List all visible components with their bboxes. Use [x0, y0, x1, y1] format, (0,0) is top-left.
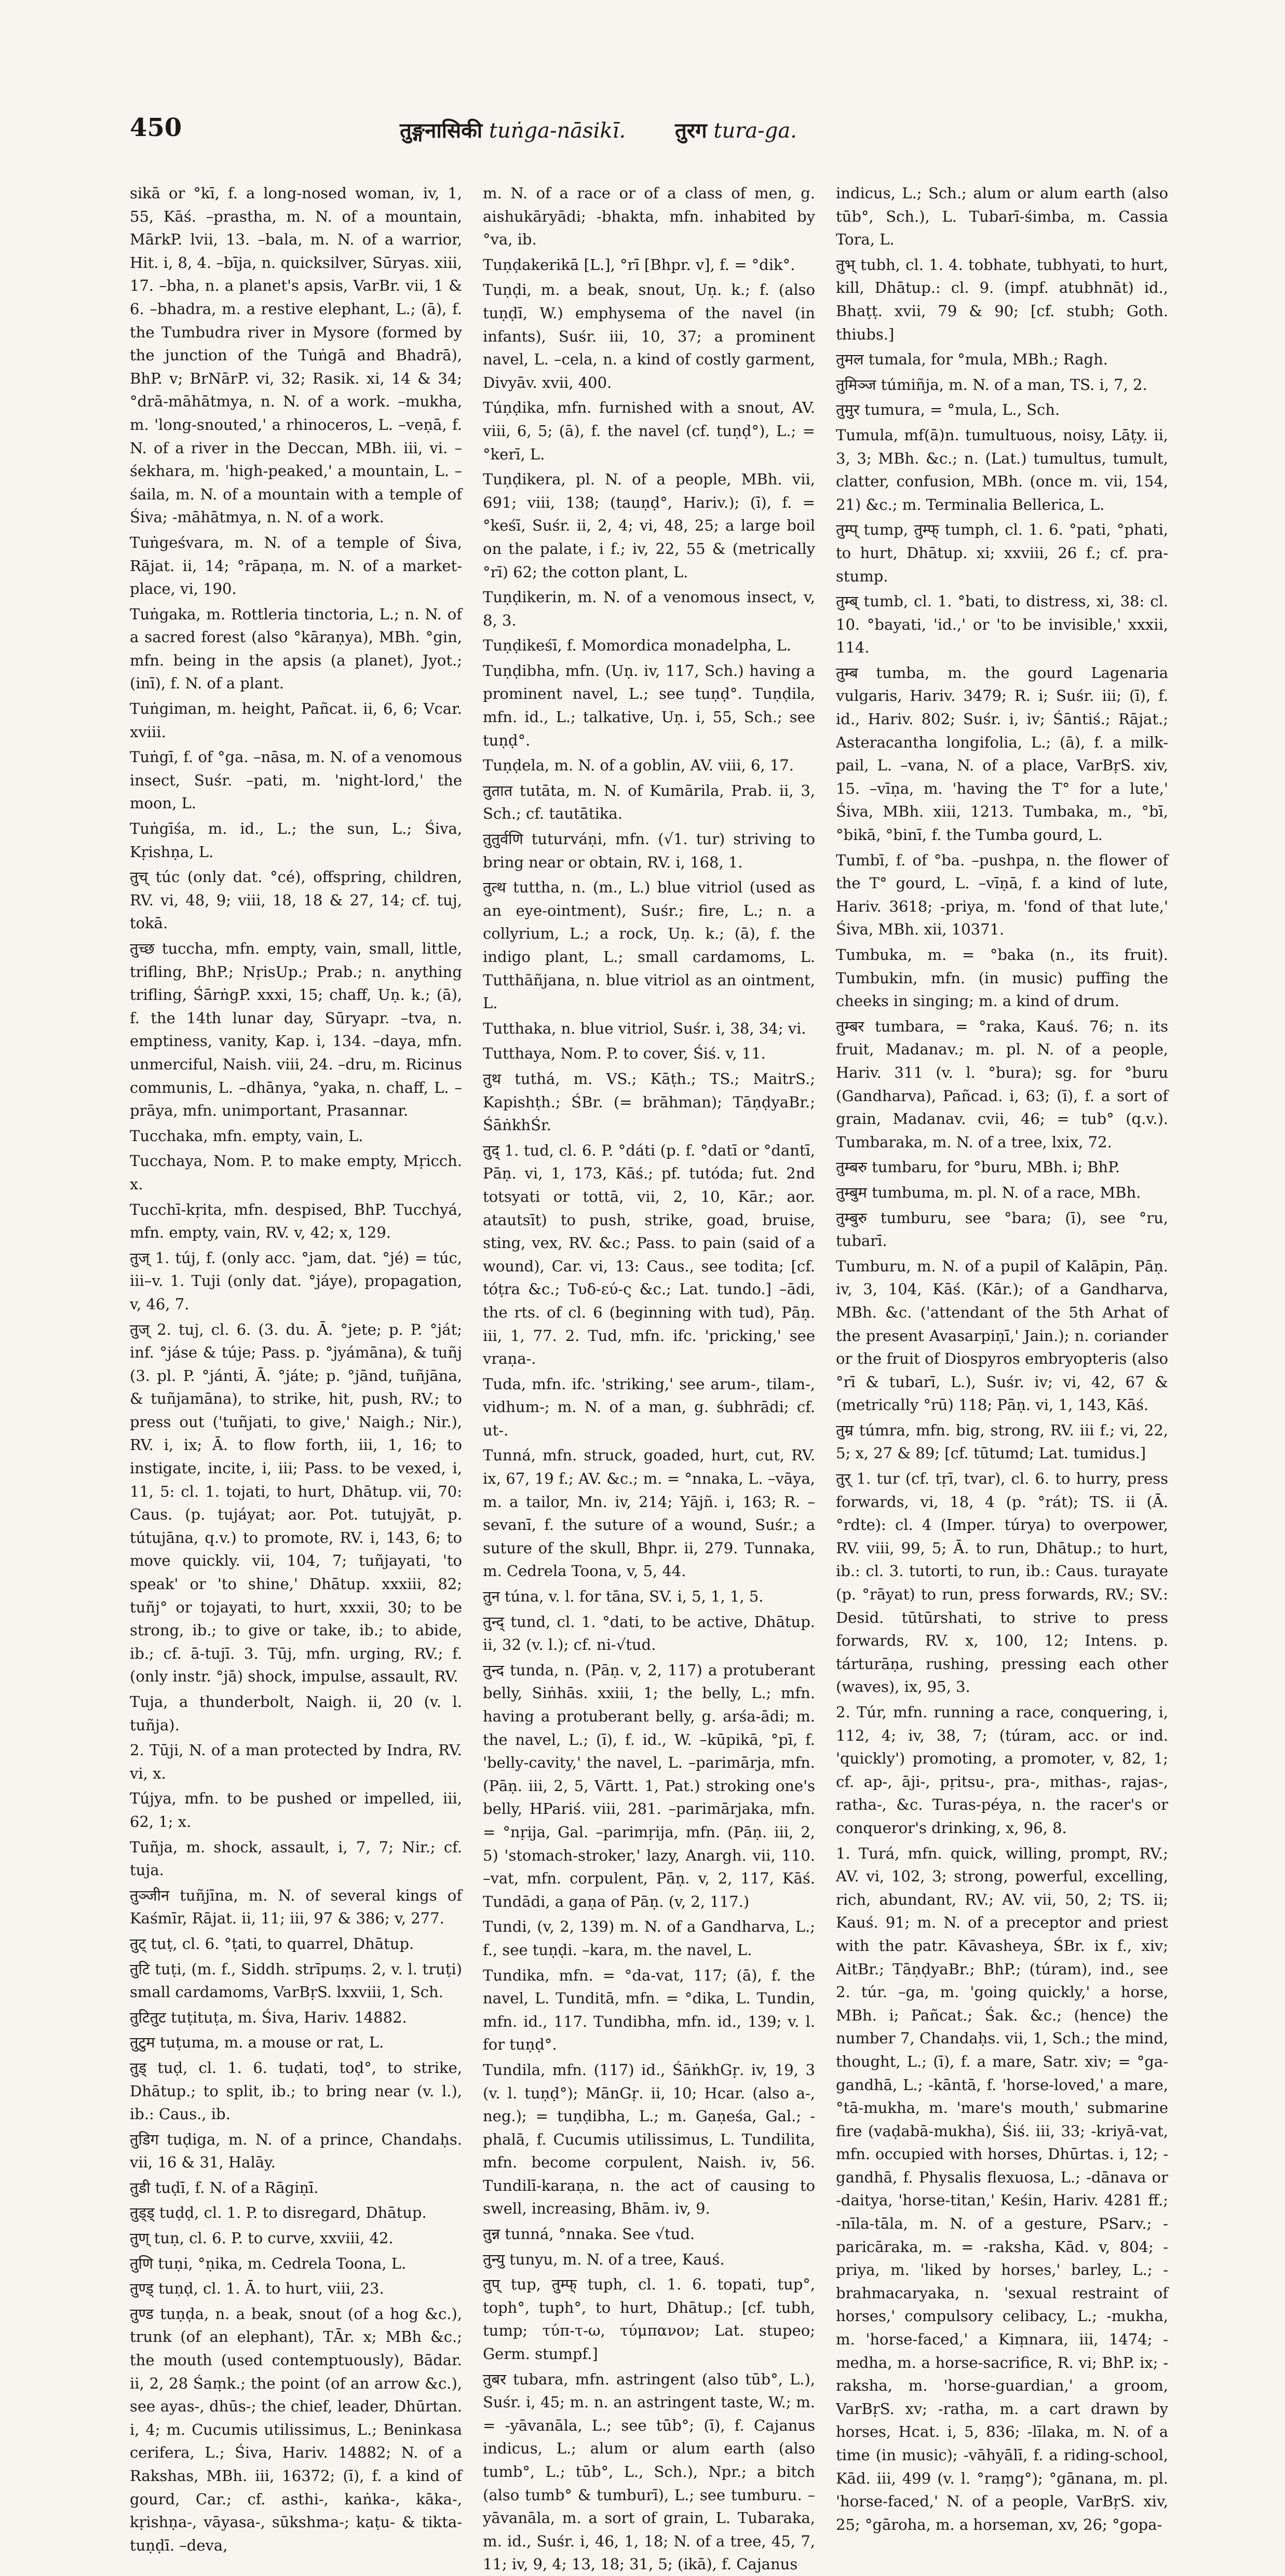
dictionary-entry: Tundila, mfn. (117) id., ŚāṅkhGṛ. iv, 19, 3 (v. l. tuṇḍ°); MānGṛ. ii, 10; Hcar. (also a-, neg.); = tuṇḍibha, L.; m. Gaṇeśa, Gal.; -phalā, f. Cucumis utilissimus, L. Tundilita, mfn. become corpulent, Naish. iv, 56. Tundilī-karaṇa, n. the act of causing to swell, increasing, Bhām. iv, 9. — [483, 2060, 815, 2218]
running-head-left — [400, 115, 626, 144]
dictionary-entry: तुट् tuṭ, cl. 6. °ṭati, to quarrel, Dhātup. — [130, 1934, 414, 1953]
dictionary-entry: Tuṅgiman, m. height, Pañcat. ii, 6, 6; Vcar. xviii. — [130, 700, 462, 741]
dictionary-entry: तुम्बरु tumbaru, for °buru, MBh. i; BhP. — [836, 1158, 1120, 1176]
dictionary-entry: तुद् 1. tud, cl. 6. P. °dáti (p. f. °datī or °dantī, Pāṇ. vi, 1, 173, Kāś.; pf. tutóda; fut. 2nd totsyati or tottā, vii, 2, 10, Kār.; aor. atautsīt) to push, strike, goad, bruise, sting, vex, RV. &c.; Pass. to pain (said of a wound), Car. vi, 13: Caus., see todita; [cf. tóṭra &c.; Τυδ-εύ-ς &c.; Lat. tundo.] –ādi, the rts. of cl. 6 (beginning with tud), Pāṇ. iii, 1, 77. 2. Tud, mfn. ifc. 'pricking,' see vraṇa-. — [483, 1141, 815, 1368]
dictionary-entry: तुड्ड् tuḍḍ, cl. 1. P. to disregard, Dhātup. — [130, 2204, 427, 2222]
dictionary-entry: Tucchaya, Nom. P. to make empty, Mṛicch. x. — [130, 1152, 462, 1193]
dictionary-entry: तुमल tumala, for °mula, MBh.; Ragh. — [836, 350, 1108, 369]
running-head-right-roman: tura-ga. — [713, 119, 797, 143]
dictionary-entry: तुण्ड tuṇḍa, n. a beak, snout (of a hog &c.), trunk (of an elephant), TĀr. x; MBh &c.; the mouth (used contemptuously), Bādar. ii, 2, 28 Śaṃk.; the point (of an arrow &c.), see ayas-, dhūs-; the chief, leader, Dhūrtan. i, 4; m. Cucumis utilissimus, L.; Beninkasa cerifera, L.; Śiva, Hariv. 14882; N. of a Rakshas, MBh. iii, 16372; (ī), f. a kind of gourd, Car.; cf. asthi-, kaṅka-, kāka-, kṛishṇa-, vāyasa-, sūkshma-; kaṭu- & tikta-tuṇḍī. –deva, — [130, 2304, 462, 2554]
running-head-right-devanagari: तुरग — [675, 118, 707, 143]
dictionary-entry: तुन्द् tund, cl. 1. °dati, to be active, Dhātup. ii, 32 (v. l.); cf. ni-√tud. — [483, 1612, 815, 1654]
dictionary-entry: Tuṇḍakerikā [L.], °rī [Bhpr. v], f. = °dik°. — [483, 255, 795, 274]
page-number: 450 — [130, 113, 182, 142]
text-columns — [130, 182, 1168, 2573]
dictionary-entry: Tuṇḍikera, pl. N. of a people, MBh. vii, 691; viii, 138; (tauṇḍ°, Hariv.); (ī), f. = °keśī, Suśr. ii, 2, 4; vi, 48, 25; a large boil on the palate, i f.; iv, 22, 55 & (metrically °rī) 62; the cotton plant, L. — [483, 470, 815, 581]
dictionary-entry: indicus, L.; Sch.; alum or alum earth (also tūb°, Sch.), L. Tubarī-śimba, m. Cassia Tora, L. — [836, 184, 1168, 249]
dictionary-entry: तुडी tuḍī, f. N. of a Rāgiṇī. — [130, 2178, 319, 2197]
dictionary-entry: तुबर tubara, mfn. astringent (also tūb°, L.), Suśr. i, 45; m. n. an astringent taste, W.; m. = -yāvanāla, L.; see tūb°; (ī), f. Cajanus indicus, L.; alum or alum earth (also tumb°, L.; tūb°, L., Sch.), Npr.; a bitch (also tumb° & tumburī), L.; see tumburu. –yāvanāla, m. a sort of grain, L. Tubaraka, m. id., Suśr. i, 46, 1, 18; N. of a tree, 45, 7, 11; iv, 9, 4; 13, 18; 31, 5; (ikā), f. Cajanus — [483, 2370, 815, 2573]
dictionary-entry: sikā or °kī, f. a long-nosed woman, iv, 1, 55, Kāś. –prastha, m. N. of a mountain, MārkP. lvii, 13. –bala, m. N. of a warrior, Hit. i, 8, 4. –bīja, n. quicksilver, Sūryas. xiii, 17. –bha, n. a planet's apsis, VarBr. vii, 1 & 6. –bhadra, m. a restive elephant, L.; (ā), f. the Tumbudra river in Mysore (formed by the junction of the Tuṅgā and Bhadrā), BhP. v; BrNārP. vi, 32; Rasik. xi, 14 & 34; °drā-māhātmya, n. N. of a work. –mukha, m. 'long-snouted,' a rhinoceros, L. –veṇā, f. N. of a river in the Deccan, MBh. iii, vi. –śekhara, m. 'high-peaked,' a mountain, L. –śaila, m. N. of a mountain with a temple of Śiva; -māhātmya, n. N. of a work. — [130, 184, 462, 526]
dictionary-entry: m. N. of a race or of a class of men, g. aishukāryādi; -bhakta, mfn. inhabited by °va, ib. — [483, 184, 815, 249]
dictionary-entry: तुन्द tunda, n. (Pāṇ. v, 2, 117) a protuberant belly, Siṅhās. xxiii, 1; the belly, L.; mfn. having a protuberant belly, g. arśa-ādi; m. the navel, L.; (ī), f. id., W. –kūpikā, °pī, f. 'belly-cavity,' the navel, L. –parimārja, mfn. (Pāṇ. iii, 2, 5, Vārtt. 1, Pat.) stroking one's belly, HPariś. viii, 281. –parimārjaka, mfn. = °nṛija, Gal. –parimṛija, mfn. (Pāṇ. iii, 2, 5) 'stomach-stroker,' lazy, Anargh. vii, 110. –vat, mfn. corpulent, Pāṇ. v, 2, 117, Kāś. Tundādi, a gaṇa of Pāṇ. (v, 2, 117.) — [483, 1661, 815, 1910]
dictionary-entry: तुटि tuṭi, (m. f., Siddh. strīpuṃs. 2, v. l. truṭi) small cardamoms, VarBṛS. lxxviii, 1, Sch. — [130, 1960, 462, 2001]
dictionary-entry: तुण् tuṇ, cl. 6. P. to curve, xxviii, 42. — [130, 2229, 394, 2247]
dictionary-entry: तुमुर tumura, = °mula, L., Sch. — [836, 401, 1060, 419]
dictionary-entry: Tuda, mfn. ifc. 'striking,' see arum-, tilam-, vidhum-; m. N. of a man, g. śubhrādi; cf. ut-. — [483, 1375, 815, 1439]
dictionary-entry: तुम्बुम tumbuma, m. pl. N. of a race, MBh. — [836, 1183, 1141, 1201]
dictionary-entry: Tuṅgaka, m. Rottleria tinctoria, L.; n. N. of a sacred forest (also °kāraṇya), MBh. °gin, mfn. being in the apsis (a planet), Jyot.; (inī), f. N. of a plant. — [130, 605, 462, 693]
page-header — [130, 104, 1168, 152]
dictionary-entry: तुण्ड् tuṇḍ, cl. 1. Ā. to hurt, viii, 23. — [130, 2280, 384, 2298]
dictionary-entry: Tunná, mfn. struck, goaded, hurt, cut, RV. ix, 67, 19 f.; AV. &c.; m. = °nnaka, L. –vāya, m. a tailor, Mn. iv, 214; Yājñ. i, 163; R. –sevanī, f. the suture of a wound, Suśr.; a suture of the skull, Bhpr. ii, 279. Tunnaka, m. Cedrela Toona, v, 5, 44. — [483, 1446, 815, 1580]
dictionary-entry: 2. Túr, mfn. running a race, conquering, i, 112, 4; iv, 38, 7; (túram, acc. or ind. 'quickly') promoting, a promoter, v, 82, 1; cf. ap-, āji-, pṛitsu-, pra-, mithas-, rajas-, ratha-, &c. Turas-péya, n. the racer's or conqueror's drinking, x, 96, 8. — [836, 1703, 1168, 1837]
dictionary-entry: तुज् 2. tuj, cl. 6. (3. du. Ā. °jete; p. P. °ját; inf. °jáse & túje; Pass. p. °jyámāna), & tuñj (3. pl. P. °jánti, Ā. °játe; p. °jānd, tuñjāna, & tuñjamāna), to strike, hit, push, RV.; to press out ('tuñjati, to give,' Naigh.; Nir.), RV. i, ix; Ā. to flow forth, iii, 1, 16; to instigate, incite, i, iii; Pass. to be vexed, i, 11, 5: cl. 1. tojati, to hurt, Dhātup. vii, 70: Caus. (p. tujáyat; aor. Pot. tutujyāt, p. tútujāna, q.v.) to promote, RV. i, 143, 6; to move quickly. vii, 104, 7; tuñjayati, 'to speak' or 'to shine,' Dhātup. xxxiii, 82; tuñj° or tojayati, to hurt, xxxii, 30; to be strong, ib.; to give or take, ib.; to abide, ib.; cf. ā-tujī. 3. Tūj, mfn. urging, RV.; f. (only instr. °jā) shock, impulse, assault, RV. — [130, 1320, 462, 1686]
dictionary-entry: तुज् 1. túj, f. (only acc. °jam, dat. °jé) = túc, iii–v. 1. Tuji (only dat. °jáye), propagation, v, 46, 7. — [130, 1249, 462, 1313]
dictionary-entry: तुणि tuṇi, °ṇika, m. Cedrela Toona, L. — [130, 2254, 407, 2272]
dictionary-page — [130, 104, 1168, 2573]
dictionary-entry: Tuṇḍibha, mfn. (Uṇ. iv, 117, Sch.) having a prominent navel, L.; see tuṇḍ°. Tuṇḍila, mfn. id., L.; talkative, Uṇ. i, 55, Sch.; see tuṇḍ°. — [483, 661, 815, 749]
dictionary-entry: तुथ tuthá, m. VS.; Kāṭh.; TS.; MaitrS.; Kapishṭh.; ŚBr. (= brāhman); TāṇḍyaBr.; ŚāṅkhŚr. — [483, 1069, 815, 1134]
dictionary-entry: Tumula, mf(ā)n. tumultuous, noisy, Lāṭy. ii, 3, 3; MBh. &c.; n. (Lat.) tumultus, tumult, clatter, confusion, MBh. (once m. vii, 154, 21) &c.; m. Terminalia Bellerica, L. — [836, 426, 1168, 513]
dictionary-entry: Tuṅgī, f. of °ga. –nāsa, m. N. of a venomous insect, Suśr. –pati, m. 'night-lord,' the moon, L. — [130, 748, 462, 812]
dictionary-entry: Tújya, mfn. to be pushed or impelled, iii, 62, 1; x. — [130, 1789, 462, 1831]
dictionary-entry: तुत्थ tuttha, n. (m., L.) blue vitriol (used as an eye-ointment), Suśr.; fire, L.; n. a collyrium, L.; a rock, Uṇ. k.; (ā), f. the indigo plant, L.; small cardamoms, L. Tutthāñjana, n. blue vitriol as an ointment, L. — [483, 878, 815, 1012]
dictionary-entry: Tuṇḍikeśī, f. Momordica monadelpha, L. — [483, 636, 791, 655]
dictionary-entry: Tuṅgeśvara, m. N. of a temple of Śiva, Rājat. ii, 14; °rāpaṇa, m. N. of a market-place, vi, 190. — [130, 533, 462, 598]
dictionary-entry: तुम्बर tumbara, = °raka, Kauś. 76; n. its fruit, Madanav.; m. pl. N. of a people, Hariv. 311 (v. l. °bura); sg. for °buru (Gandharva), Pañcad. i, 63; (ī), f. a sort of grain, Madanav. cvii, 46; = tub° (q.v.). Tumbaraka, m. N. of a tree, lxix, 72. — [836, 1017, 1168, 1151]
column-left — [130, 182, 462, 2554]
dictionary-entry: Tucchaka, mfn. empty, vain, L. — [130, 1127, 363, 1145]
dictionary-entry: तुच्छ tuccha, mfn. empty, vain, small, little, trifling, BhP.; NṛisUp.; Prab.; n. anything trifling, ŚārṅgP. xxxi, 15; chaff, Uṇ. k.; (ā), f. the 14th lunar day, Sūryapr. –tva, n. emptiness, vanity, Kap. i, 134. –daya, mfn. unmerciful, Naish. viii, 24. –dru, m. Ricinus communis, L. –dhānya, °yaka, n. chaff, L. –prāya, mfn. unimportant, Prasannar. — [130, 940, 462, 1120]
dictionary-entry: तुम्बुरु tumburu, see °bara; (ī), see °ru, tubarī. — [836, 1209, 1168, 1250]
column-middle — [483, 182, 815, 2573]
dictionary-entry: Tuṇḍi, m. a beak, snout, Uṇ. k.; f. (also tuṇḍī, W.) emphysema of the navel (in infants), Suśr. iii, 10, 37; a prominent navel, L. –cela, n. a kind of costly garment, Divyāv. xvii, 400. — [483, 281, 815, 391]
dictionary-entry: तुर् 1. tur (cf. tṛī, tvar), cl. 6. to hurry, press forwards, vi, 18, 4 (p. °rát); TS. ii (Ā. °rdte): cl. 4 (Imper. túrya) to overpower, RV. viii, 99, 5; Ā. to run, Dhātup.; to hurt, ib.: cl. 3. tutorti, to run, ib.: Caus. turayate (p. °rāyat) to run, press forwards, RV.; SV.: Desid. tūtūrshati, to strive to press forwards, RV. x, 100, 12; Intens. p. tárturāṇa, rushing, pressing each other (waves), ix, 95, 3. — [836, 1470, 1168, 1696]
dictionary-entry: Tucchī-kṛita, mfn. despised, BhP. Tucchyá, mfn. empty, vain, RV. v, 42; x, 129. — [130, 1200, 462, 1242]
column-right — [836, 182, 1168, 2533]
dictionary-entry: तुतात tutāta, m. N. of Kumārila, Prab. ii, 3, Sch.; cf. tautātika. — [483, 781, 815, 823]
dictionary-entry: 1. Turá, mfn. quick, willing, prompt, RV.; AV. vi, 102, 3; strong, powerful, excelling, rich, abundant, RV.; AV. vii, 50, 2; TS. ii; Kauś. 91; m. N. of a preceptor and priest with the patr. Kāvasheya, ŚBr. ix f., xiv; AitBr.; TāṇḍyaBr.; BhP.; (túram), ind., see 2. túr. –ga, m. 'going quickly,' a horse, MBh. i; Pañcat.; Śak. &c.; (hence) the number 7, Chandaḥs. vii, 1, Sch.; the mind, thought, L.; (ī), f. a mare, Satr. xiv; = °ga-gandhā, L.; -kāntā, f. 'horse-loved,' a mare, °tā-mukha, m. 'mare's mouth,' submarine fire (vaḍabā-mukha), Śiś. iii, 33; -kriyā-vat, mfn. occupied with horses, Dhūrtas. i, 12; -gandhā, f. Physalis flexuosa, L.; -dānava or -daitya, 'horse-titan,' Keśin, Hariv. 4281 ff.; -nīla-tāla, m. N. of a gesture, PSarv.; -paricāraka, m. = -raksha, Kād. v, 804; -priya, m. 'liked by horses,' barley, L.; -brahmacaryaka, n. 'sexual restraint of horses,' compulsory celibacy, L.; -mukha, m. 'horse-faced,' a Kiṃnara, iii, 1474; -medha, m. a horse-sacrifice, R. vi; BhP. ix; -raksha, m. 'horse-guardian,' a groom, VarBṛS. xv; -ratha, m. a cart drawn by horses, Hcat. i, 5, 836; -līlaka, m. N. of a time (in music); -vāhyālī, f. a riding-school, Kād. iii, 499 (v. l. °raṃg°); °gānana, m. pl. 'horse-faced,' N. of a people, VarBṛS. xiv, 25; °gāroha, m. a horseman, xv, 26; °gopa- — [836, 1844, 1168, 2533]
dictionary-entry: तुटितुट tuṭituṭa, m. Śiva, Hariv. 14882. — [130, 2008, 407, 2026]
dictionary-entry: Tumburu, m. N. of a pupil of Kalāpin, Pāṇ. iv, 3, 104, Kāś. (Kār.); of a Gandharva, MBh. &c. ('attendant of the 5th Arhat of the present Avasarpiṇī,' Jain.); n. coriander or the fruit of Diospyros embryopteris (also °rī & tubarī, L.), Suśr. iv; vi, 42, 67 & (metrically °rū) 118; Pāṇ. vi, 1, 143, Kāś. — [836, 1257, 1168, 1414]
running-head-left-roman: tuṅga-nāsikī. — [489, 119, 626, 143]
dictionary-entry: तुन्यु tunyu, m. N. of a tree, Kauś. — [483, 2250, 725, 2268]
dictionary-entry: 2. Tūji, N. of a man protected by Indra, RV. vi, x. — [130, 1741, 462, 1782]
dictionary-entry: तुम्र túmra, mfn. big, strong, RV. iii f.; vi, 22, 5; x, 27 & 89; [cf. tūtumd; Lat. tumidus.] — [836, 1421, 1168, 1462]
dictionary-entry: Túṇḍika, mfn. furnished with a snout, AV. viii, 6, 5; (ā), f. the navel (cf. tuṇḍ°), L.; = °kerī, L. — [483, 399, 815, 463]
dictionary-entry: Tumbī, f. of °ba. –pushpa, n. the flower of the T° gourd, L. –vīṇā, f. a kind of lute, Hariv. 3618; -priya, m. 'fond of that lute,' Śiva, MBh. xii, 10371. — [836, 851, 1168, 939]
dictionary-entry: Tuja, a thunderbolt, Naigh. ii, 20 (v. l. tuñja). — [130, 1693, 462, 1734]
dictionary-entry: तुन túna, v. l. for tāna, SV. i, 5, 1, 1, 5. — [483, 1588, 764, 1606]
dictionary-entry: तुभ् tubh, cl. 1. 4. tobhate, tubhyati, to hurt, kill, Dhātup.: cl. 9. (impf. atubhnāt) id., Bhaṭṭ. xvii, 79 & 90; [cf. stubh; Goth. thiubs.] — [836, 255, 1168, 343]
dictionary-entry: तुन्न tunná, °nnaka. See √tud. — [483, 2225, 695, 2243]
running-head-right — [675, 115, 797, 144]
dictionary-entry: Tundi, (v, 2, 139) m. N. of a Gandharva, L.; f., see tuṇḍi. –kara, m. the navel, L. — [483, 1918, 815, 1959]
dictionary-entry: तुम्ब् tumb, cl. 1. °bati, to distress, xi, 38: cl. 10. °bayati, 'id.,' or 'to be invisible,' xxxii, 114. — [836, 592, 1168, 657]
dictionary-entry: Tuṅgīśa, m. id., L.; the sun, L.; Śiva, Kṛishṇa, L. — [130, 820, 462, 861]
dictionary-entry: Tuṇḍikerin, m. N. of a venomous insect, v, 8, 3. — [483, 588, 815, 629]
dictionary-entry: Tutthaya, Nom. P. to cover, Śiś. v, 11. — [483, 1045, 766, 1063]
dictionary-entry: Tutthaka, n. blue vitriol, Suśr. i, 38, 34; vi. — [483, 1019, 806, 1037]
dictionary-entry: तुम्ब tumba, m. the gourd Lagenaria vulgaris, Hariv. 3479; R. i; Suśr. iii; (ī), f. id., Hariv. 802; Suśr. i, iv; Śāntiś.; Rājat.; Asteracantha longifolia, L.; (ā), f. a milk-pail, L. –vana, N. of a place, VarBṛS. xiv, 15. –vīṇa, m. 'having the T° for a lute,' Śiva, MBh. xiii, 1213. Tumbaka, m., °bī, °bikā, °binī, f. the Tumba gourd, L. — [836, 663, 1168, 844]
dictionary-entry: तुडिग tuḍiga, m. N. of a prince, Chandaḥs. vii, 16 & 31, Halāy. — [130, 2130, 462, 2172]
dictionary-entry: तुतुर्वणि tuturváṇi, mfn. (√1. tur) striving to bring near or obtain, RV. i, 168, 1. — [483, 830, 815, 871]
dictionary-entry: तुच् túc (only dat. °cé), offspring, children, RV. vi, 48, 9; viii, 18, 18 & 27, 14; cf. tuj, tokā. — [130, 868, 462, 932]
dictionary-entry: Tundika, mfn. = °da-vat, 117; (ā), f. the navel, L. Tunditā, mfn. = °dika, L. Tundin, mfn. id., 117. Tundibha, mfn. id., 139; v. l. for tuṇḍ°. — [483, 1966, 815, 2054]
dictionary-entry: तुञ्जीन tuñjīna, m. N. of several kings of Kaśmīr, Rājat. ii, 11; iii, 97 & 386; v, 277. — [130, 1886, 462, 1928]
dictionary-entry: Tumbuka, m. = °baka (n., its fruit). Tumbukin, mfn. (in music) puffing the cheeks in singing; m. a kind of drum. — [836, 946, 1168, 1010]
dictionary-entry: तुम्प् tump, तुम्फ् tumph, cl. 1. 6. °pati, °phati, to hurt, Dhātup. xi; xxviii, 26 f.; cf. pra-stump. — [836, 521, 1168, 585]
dictionary-entry: Tuñja, m. shock, assault, i, 7, 7; Nir.; cf. tuja. — [130, 1838, 462, 1879]
dictionary-entry: तुड् tuḍ, cl. 1. 6. tuḍati, toḍ°, to strike, Dhātup.; to split, ib.; to bring near (v. l.), ib.: Caus., ib. — [130, 2058, 462, 2123]
dictionary-entry: Tuṇḍela, m. N. of a goblin, AV. viii, 6, 17. — [483, 756, 794, 775]
dictionary-entry: तुमिञ्ज túmiñja, m. N. of a man, TS. i, 7, 2. — [836, 375, 1147, 394]
dictionary-entry: तुप् tup, तुम्फ् tuph, cl. 1. 6. topati, tup°, toph°, tuph°, to hurt, Dhātup.; [cf. tubh, tump; τύπ-τ-ω, τύμπανον; Lat. stupeo; Germ. stumpf.] — [483, 2275, 815, 2363]
dictionary-entry: तुटुम tuṭuma, m. a mouse or rat, L. — [130, 2033, 384, 2052]
running-head-left-devanagari: तुङ्गनासिकी — [400, 118, 483, 143]
